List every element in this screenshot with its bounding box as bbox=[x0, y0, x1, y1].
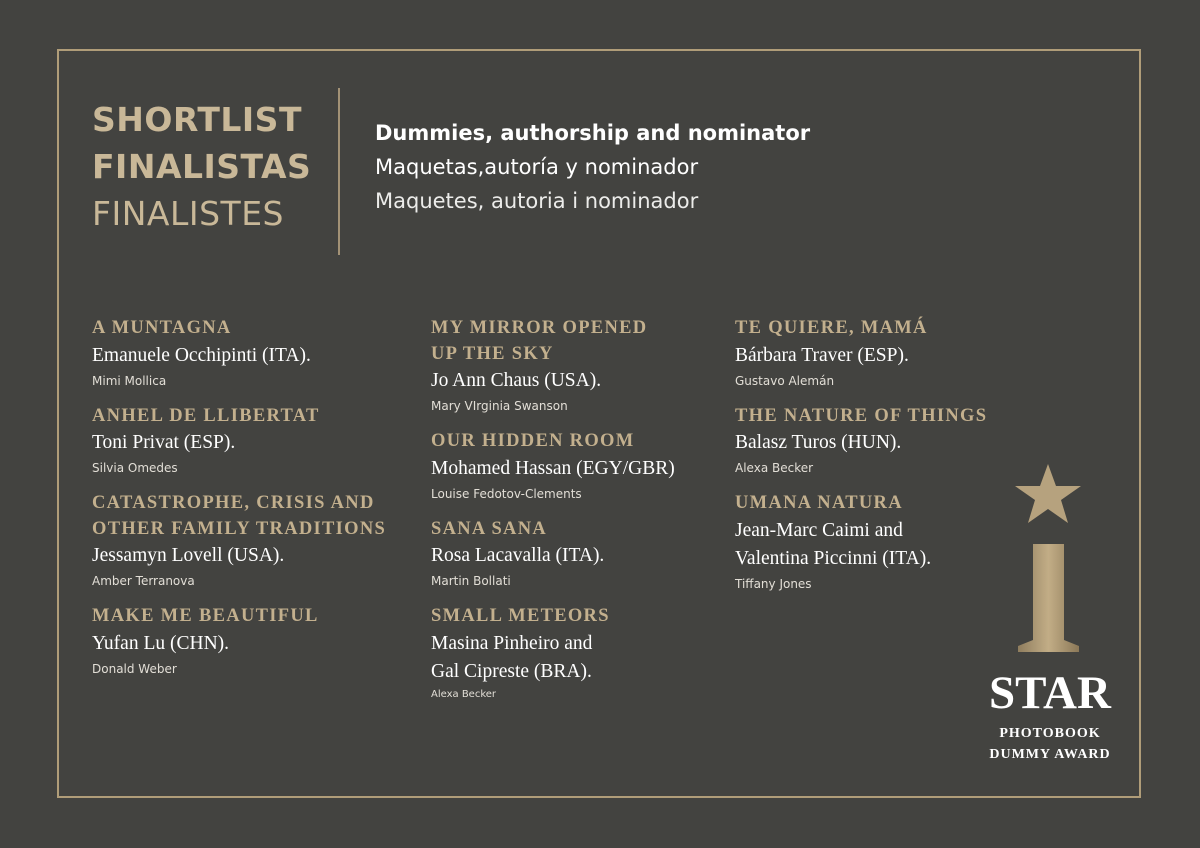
author-name-line-2: Gal Cipreste (BRA). bbox=[431, 660, 592, 682]
author-name: Bárbara Traver (ESP). bbox=[735, 344, 909, 366]
heading-en: SHORTLIST bbox=[92, 100, 302, 139]
finalist-entry bbox=[431, 517, 675, 593]
nominator-name: Louise Fedotov-Clements bbox=[431, 486, 582, 501]
nominator-name: Tiffany Jones bbox=[735, 576, 812, 591]
subtitle-es: Maquetas,autoría y nominador bbox=[375, 155, 699, 179]
author-name: Balasz Turos (HUN). bbox=[735, 432, 902, 453]
book-title: UMANA NATURA bbox=[735, 493, 903, 513]
nominator-name: Gustavo Alemán bbox=[735, 373, 835, 388]
book-title: A MUNTAGNA bbox=[92, 318, 232, 338]
logo-wordmark: STAR bbox=[989, 667, 1111, 719]
star-icon bbox=[975, 462, 1125, 672]
nominator-name: Mary VIrginia Swanson bbox=[431, 399, 568, 413]
book-title: OUR HIDDEN ROOM bbox=[431, 431, 635, 451]
nominator-name: Silvia Omedes bbox=[92, 461, 178, 475]
heading-es: FINALISTAS bbox=[92, 147, 312, 186]
subtitle-block bbox=[375, 116, 810, 218]
author-name: Masina Pinheiro and bbox=[431, 632, 593, 654]
finalist-entry bbox=[92, 604, 386, 680]
book-title: SANA SANA bbox=[431, 518, 548, 539]
book-title: MY MIRROR OPENED bbox=[431, 318, 648, 338]
finalist-entry bbox=[431, 316, 675, 417]
author-name-line-2: Valentina Piccinni (ITA). bbox=[735, 547, 932, 569]
star-shape bbox=[1015, 464, 1081, 523]
author-name: Emanuele Occhipinti (ITA). bbox=[92, 344, 311, 366]
nominator-name: Alexa Becker bbox=[735, 461, 814, 475]
finalist-entry bbox=[735, 404, 987, 480]
finalist-entry bbox=[92, 404, 386, 480]
logo-subtitle-2: DUMMY AWARD bbox=[989, 747, 1111, 762]
finalists-column-2 bbox=[431, 316, 675, 716]
book-title: THE NATURE OF THINGS bbox=[735, 405, 988, 426]
author-name: Toni Privat (ESP). bbox=[92, 432, 236, 453]
i-stem-shape bbox=[1018, 544, 1079, 652]
author-name: Jessamyn Lovell (USA). bbox=[92, 545, 285, 566]
book-title: ANHEL DE LLIBERTAT bbox=[92, 405, 320, 426]
book-title: MAKE ME BEAUTIFUL bbox=[92, 606, 319, 626]
finalist-entry bbox=[92, 316, 386, 392]
book-title: SMALL METEORS bbox=[431, 606, 610, 626]
author-name: Yufan Lu (CHN). bbox=[92, 632, 230, 654]
logo-subtitle-1: PHOTOBOOK bbox=[999, 726, 1101, 741]
nominator-name: Donald Weber bbox=[92, 661, 177, 676]
author-name: Mohamed Hassan (EGY/GBR) bbox=[431, 457, 675, 479]
book-title-line-2: UP THE SKY bbox=[431, 343, 554, 364]
finalists-column-1 bbox=[92, 316, 386, 692]
author-name: Jean-Marc Caimi and bbox=[735, 519, 903, 541]
finalist-entry bbox=[431, 429, 675, 505]
finalist-entry bbox=[431, 604, 675, 704]
nominator-name: Alexa Becker bbox=[431, 688, 497, 700]
nominator-name: Martin Bollati bbox=[431, 574, 511, 588]
author-name: Jo Ann Chaus (USA). bbox=[431, 370, 602, 391]
finalists-column-3 bbox=[735, 316, 987, 607]
book-title: CATASTROPHE, CRISIS AND bbox=[92, 493, 375, 513]
subtitle-ca: Maquetes, autoria i nominador bbox=[375, 189, 699, 213]
heading-ca: FINALISTES bbox=[92, 194, 284, 233]
book-title: TE QUIERE, MAMÁ bbox=[735, 318, 928, 338]
nominator-name: Mimi Mollica bbox=[92, 373, 167, 388]
istar-logo bbox=[975, 462, 1125, 772]
shortlist-heading bbox=[92, 96, 311, 237]
header-divider bbox=[338, 88, 340, 255]
book-title-line-2: OTHER FAMILY TRADITIONS bbox=[92, 518, 387, 539]
nominator-name: Amber Terranova bbox=[92, 574, 195, 588]
subtitle-en: Dummies, authorship and nominator bbox=[375, 121, 811, 145]
finalist-entry bbox=[92, 491, 386, 592]
finalist-entry bbox=[735, 491, 987, 595]
author-name: Rosa Lacavalla (ITA). bbox=[431, 545, 605, 566]
finalist-entry bbox=[735, 316, 987, 392]
